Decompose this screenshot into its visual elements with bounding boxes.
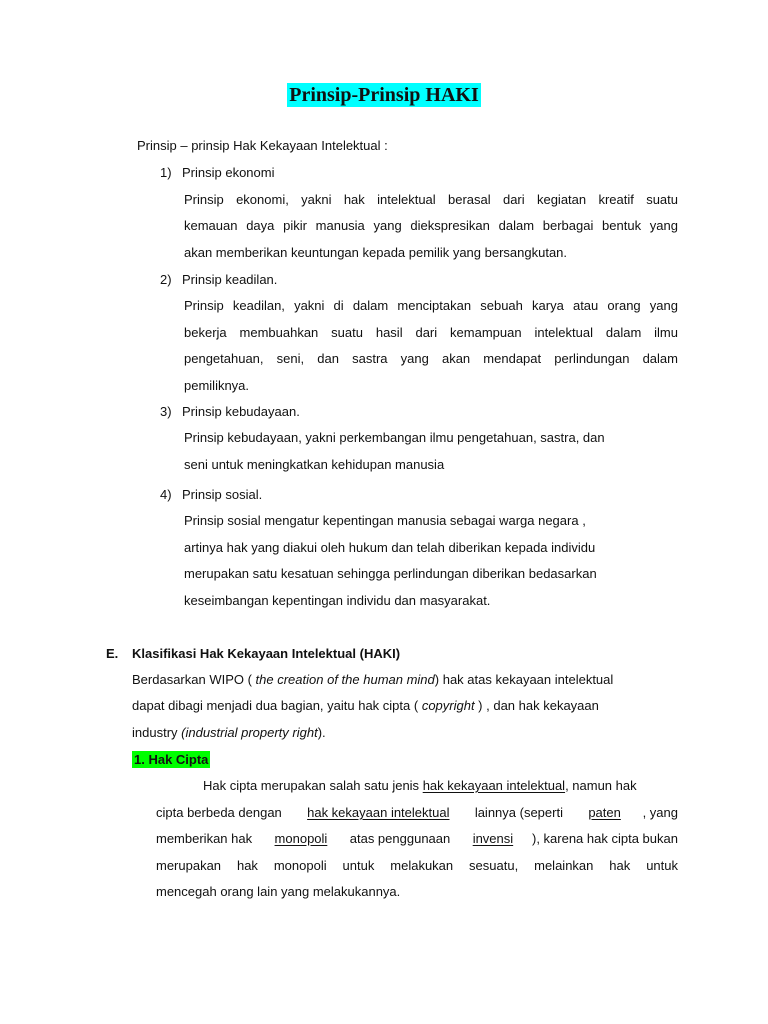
hak-cipta-heading xyxy=(132,752,210,768)
section-e-line-1 xyxy=(132,672,613,688)
section-e-heading: Klasifikasi Hak Kekayaan Intelektual (HAKI) xyxy=(132,646,401,661)
principle-2-line-2: bekerja membuahkan suatu hasil dari kemampuan intelektual dalam ilmu xyxy=(184,325,678,340)
link-hak-kekayaan-intelektual-1[interactable]: hak kekayaan intelektual xyxy=(422,778,566,793)
link-monopoli[interactable]: monopoli xyxy=(274,831,328,846)
principle-2-line-4: pemiliknya. xyxy=(184,378,250,393)
industrial-property-term: (industrial property right xyxy=(181,725,318,740)
section-e-line-1-a: Berdasarkan WIPO ( xyxy=(132,672,256,687)
hak-cipta-line-1-c: , namun hak xyxy=(565,778,637,793)
principle-4-number: 4) xyxy=(160,487,172,502)
intro-text: Prinsip – prinsip Hak Kekayaan Intelektual : xyxy=(137,138,388,153)
section-e-line-2-a: dapat dibagi menjadi dua bagian, yaitu hak cipta ( xyxy=(132,698,422,713)
principle-1-line-1: Prinsip ekonomi, yakni hak intelektual berasal dari kegiatan kreatif suatu xyxy=(184,192,678,207)
section-e-letter: E. xyxy=(106,646,119,661)
principle-2-line-3: pengetahuan, seni, dan sastra yang akan mendapat perlindungan dalam xyxy=(184,351,678,366)
section-e-line-3-c: ). xyxy=(317,725,326,740)
hak-cipta-line-1-a: Hak cipta merupakan salah satu jenis xyxy=(203,778,423,793)
principle-3-number: 3) xyxy=(160,404,172,419)
hak-cipta-line-4: merupakan hak monopoli untuk melakukan sesuatu, melainkan hak untuk xyxy=(156,858,678,873)
principle-4-line-3: merupakan satu kesatuan sehingga perlindungan diberikan bedasarkan xyxy=(184,566,597,581)
principle-2-heading: Prinsip keadilan. xyxy=(182,272,278,287)
principle-4-line-2: artinya hak yang diakui oleh hukum dan telah diberikan kepada individu xyxy=(184,540,596,555)
hak-cipta-line-2-c: lainnya (seperti xyxy=(471,805,567,820)
principle-3-line-2: seni untuk meningkatkan kehidupan manusia xyxy=(184,457,445,472)
hak-cipta-line-3-c: atas penggunaan xyxy=(346,831,454,846)
hak-cipta-highlight: 1. Hak Cipta xyxy=(134,752,209,767)
link-hak-kekayaan-intelektual-2[interactable]: hak kekayaan intelektual xyxy=(307,805,450,820)
section-e-line-2 xyxy=(132,698,599,714)
principle-4-line-1: Prinsip sosial mengatur kepentingan manusia sebagai warga negara , xyxy=(184,513,586,528)
link-paten[interactable]: paten xyxy=(588,805,621,820)
principle-4-line-4: keseimbangan kepentingan individu dan masyarakat. xyxy=(184,593,491,608)
hak-cipta-line-3-e: ), karena hak cipta bukan xyxy=(531,831,678,846)
hak-cipta-line-2-a: cipta berbeda dengan xyxy=(156,805,286,820)
principle-1-line-2: kemauan daya pikir manusia yang diekspresikan dalam berbagai bentuk yang xyxy=(184,218,678,233)
principle-1-line-3: akan memberikan keuntungan kepada pemilik yang bersangkutan. xyxy=(184,245,568,260)
section-e-line-3-a: industry xyxy=(132,725,182,740)
section-e-line-3 xyxy=(132,725,326,741)
title-text: Prinsip-Prinsip HAKI xyxy=(289,84,479,106)
hak-cipta-line-5: mencegah orang lain yang melakukannya. xyxy=(156,884,401,899)
link-invensi[interactable]: invensi xyxy=(472,831,514,846)
principle-2-line-1: Prinsip keadilan, yakni di dalam menciptakan sebuah karya atau orang yang xyxy=(184,298,678,313)
wipo-phrase: the creation of the human mind xyxy=(255,672,435,687)
section-e-line-1-c: ) hak atas kekayaan intelektual xyxy=(434,672,614,687)
hak-cipta-line-2-e: , yang xyxy=(642,805,678,820)
principle-3-line-1: Prinsip kebudayaan, yakni perkembangan ilmu pengetahuan, sastra, dan xyxy=(184,430,605,445)
principle-2-number: 2) xyxy=(160,272,172,287)
principle-4-heading: Prinsip sosial. xyxy=(182,487,263,502)
copyright-term: copyright xyxy=(421,698,475,713)
hak-cipta-line-3-a: memberikan hak xyxy=(156,831,256,846)
hak-cipta-line-3 xyxy=(156,831,678,847)
principle-3-heading: Prinsip kebudayaan. xyxy=(182,404,300,419)
principle-1-heading: Prinsip ekonomi xyxy=(182,165,275,180)
hak-cipta-line-1 xyxy=(203,778,637,794)
section-e-line-2-c: ) , dan hak kekayaan xyxy=(474,698,599,713)
principle-1-number: 1) xyxy=(160,165,172,180)
hak-cipta-line-2 xyxy=(156,805,678,821)
page-title xyxy=(0,84,768,107)
